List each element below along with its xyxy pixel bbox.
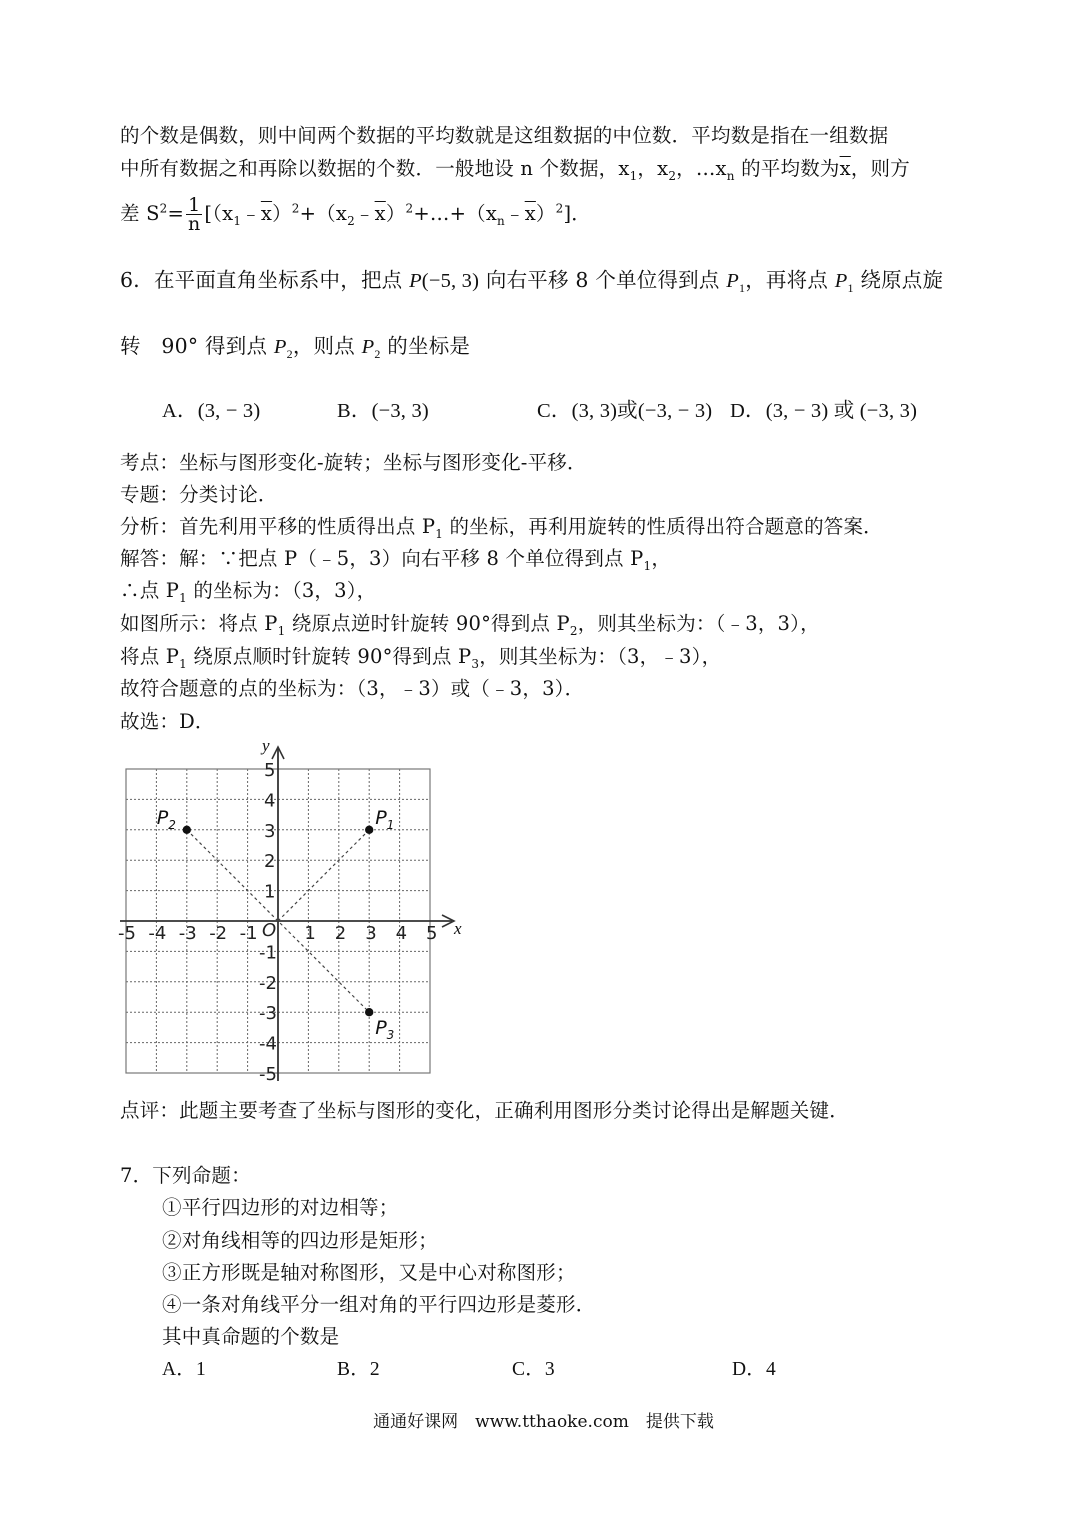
formula-text: ） [535,202,556,225]
subscript: 1 [629,168,638,183]
subscript: 1 [179,656,187,671]
dashed-segment [278,830,369,921]
x-tick-label: 4 [395,923,408,944]
point-p1 [365,826,373,834]
section-text: 将点 P [120,645,180,668]
subscript: 2 [569,623,578,638]
question-text: ，再将点 [745,268,835,292]
option-c: C．3 [512,1359,555,1380]
formula-text: ﹣ [241,202,261,225]
y-tick-label: 1 [264,881,276,903]
math-var: P [834,270,848,292]
text-line [120,155,910,183]
fenxi [120,513,883,541]
paragraph-text: ，则方 [850,157,910,180]
math-var: P [409,270,422,292]
option-a: A．(3, − 3) [162,400,261,422]
question-7-prompt [162,1323,339,1351]
question-text: 绕原点旋 [853,268,944,292]
x-tick-label: 3 [365,923,377,944]
point-p2 [183,826,191,834]
mean-symbol: $\overline{x}$ [374,202,386,225]
question-7-options [162,1356,776,1384]
proposition-text: ④一条对角线平分一组对角的平行四边形是菱形． [162,1293,596,1316]
denominator: n [187,213,201,235]
coordinate-plane-figure [110,738,470,1088]
section-text: 绕原点顺时针旋转 90°得到点 P [186,645,472,668]
y-tick-label: -2 [259,972,277,994]
proposition-3 [162,1259,576,1287]
proposition-4 [162,1291,595,1319]
proposition-text: ③正方形既是轴对称图形，又是中心对称图形； [162,1261,576,1284]
paragraph-text: 中所有数据之和再除以数据的个数．一般地设 n 个数据，x [120,157,630,180]
x-axis-label: x [454,919,462,938]
question-7-stem [120,1162,251,1190]
paragraph-text: 的平均数为 [734,157,840,180]
section-text: 绕原点逆时针旋转 90°得到点 P [285,612,570,635]
y-tick-label: 5 [264,760,276,781]
subscript: n [497,213,505,228]
paragraph-text: ，…x [676,157,727,180]
solution-step-1 [120,577,376,605]
solution-step-3 [120,643,721,671]
x-tick-label: -3 [178,923,197,944]
point-label: $P_3$ [375,1017,395,1043]
section-text: 点评：此题主要考查了坐标与图形的变化，正确利用图形分类讨论得出是解题关键． [120,1099,849,1122]
proposition-text: ①平行四边形的对边相等； [162,1196,399,1219]
question-text: 向右平移 8 个单位得到点 [479,268,727,292]
section-text: ， [651,547,672,570]
x-tick-label: 2 [334,923,347,944]
formula-text: +…+（x [413,202,498,225]
section-text: ，则其坐标为：（﹣3，3）， [577,612,820,635]
section-text: 故符合题意的点的坐标为：（3，﹣3）或（﹣3，3）． [120,677,585,700]
subscript: 1 [277,623,286,638]
x-tick-label: -2 [209,923,228,944]
question-text: ，则点 [292,334,362,358]
y-tick-label: -5 [259,1064,277,1085]
superscript: 2 [555,201,564,216]
solution-answer [120,708,215,736]
y-tick-label: 4 [264,790,276,812]
section-text: 解答：解：∵把点 P（﹣5，3）向右平移 8 个单位得到点 P [120,547,644,570]
question-text: 转 90° [120,334,199,358]
jieda [120,545,671,573]
question-6-stem [120,266,943,295]
y-tick-label: 3 [264,820,276,842]
y-tick-label: -1 [259,942,277,964]
solution-step-2 [120,610,820,638]
section-text: 专题：分类讨论． [120,483,278,506]
formula-text: ]． [563,202,591,225]
x-tick-label: 1 [304,923,316,944]
section-text: 如图所示：将点 P [120,612,278,635]
subscript: 1 [739,281,746,296]
origin-label: O [262,920,277,941]
superscript: 2 [291,201,300,216]
dianping [120,1097,849,1125]
subscript: 1 [179,590,187,605]
variance-formula [120,196,591,233]
section-text: 的坐标，再利用旋转的性质得出符合题意的答案． [443,515,883,538]
formula-text: ） [385,202,406,225]
formula-text: [（x [204,202,234,225]
question-6-stem-cont [120,332,470,361]
formula-text: ） [272,202,292,225]
mean-symbol: $\overline{x}$ [839,157,851,180]
option-c: C．(3, 3)或(−3, − 3) [537,400,713,422]
point-label: $P_2$ [156,806,176,832]
question-text: 其中真命题的个数是 [162,1325,340,1348]
superscript: 2 [405,201,414,216]
option-d: D．4 [732,1359,776,1380]
subscript: 2 [347,213,355,228]
question-text: 6．在平面直角坐标系中，把点 [120,268,410,292]
formula-text: 差 S [120,202,160,225]
subscript: 1 [233,213,242,228]
subscript: n [726,168,735,183]
footer-text: 通通好课网 www.tthaoke.com 提供下载 [373,1412,714,1432]
proposition-1 [162,1194,398,1222]
formula-text: ﹣ [354,202,375,225]
fraction [186,196,202,233]
math-expr: (−5, 3) [421,270,480,292]
subscript: 1 [847,281,854,296]
formula-text: ﹣ [504,202,525,225]
option-d: D．(3, − 3) 或 (−3, 3) [730,400,918,422]
y-axis-label: y [262,738,270,755]
x-tick-label: 5 [426,923,438,944]
y-tick-label: 2 [264,851,276,873]
paragraph-text: 的个数是偶数，则中间两个数据的平均数就是这组数据的中位数．平均数是指在一组数据 [120,124,889,147]
x-tick-label: -1 [239,923,258,944]
question-text: 得到点 [198,334,274,358]
subscript: 1 [435,526,444,541]
proposition-2 [162,1227,438,1255]
x-tick-label: -4 [148,923,167,944]
x-tick-label: -5 [118,923,136,944]
mean-symbol: $\overline{x}$ [524,202,536,225]
subscript: 3 [471,656,480,671]
mean-symbol: $\overline{x}$ [260,202,273,225]
zhuanti [120,481,278,509]
math-var: P [726,270,740,292]
option-a: A．1 [162,1359,206,1380]
option-b: B．2 [337,1359,380,1380]
math-var: P [361,336,375,358]
question-text: 7．下列命题： [120,1164,251,1187]
y-tick-label: -3 [259,1003,277,1025]
math-var: P [273,336,287,358]
paragraph-text: ，x [637,157,669,180]
section-text: 考点：坐标与图形变化-旋转；坐标与图形变化-平移． [120,451,587,474]
y-tick-label: -4 [259,1033,277,1055]
superscript: 2 [159,201,168,216]
question-text: 的坐标是 [380,334,471,358]
section-text: ，则其坐标为：（3，﹣3）， [479,645,722,668]
page-footer [0,1407,1087,1432]
section-text: 分析：首先利用平移的性质得出点 P [120,515,436,538]
text-line [120,122,888,150]
question-6-options [162,396,917,425]
option-b: B．(−3, 3) [337,400,429,422]
subscript: 2 [668,168,677,183]
section-text: ∴点 P [120,579,180,602]
formula-text: +（x [299,202,348,225]
subscript: 1 [643,558,652,573]
point-label: $P_1$ [375,806,395,832]
kaodian [120,449,587,477]
section-text: 故选：D． [120,710,215,733]
subscript: 2 [374,347,381,362]
subscript: 2 [286,347,293,362]
numerator: 1 [188,194,201,216]
solution-step-4 [120,675,584,703]
proposition-text: ②对角线相等的四边形是矩形； [162,1229,438,1252]
point-p3 [365,1008,373,1016]
section-text: 的坐标为：（3，3）， [186,579,377,602]
formula-text: = [167,202,185,225]
